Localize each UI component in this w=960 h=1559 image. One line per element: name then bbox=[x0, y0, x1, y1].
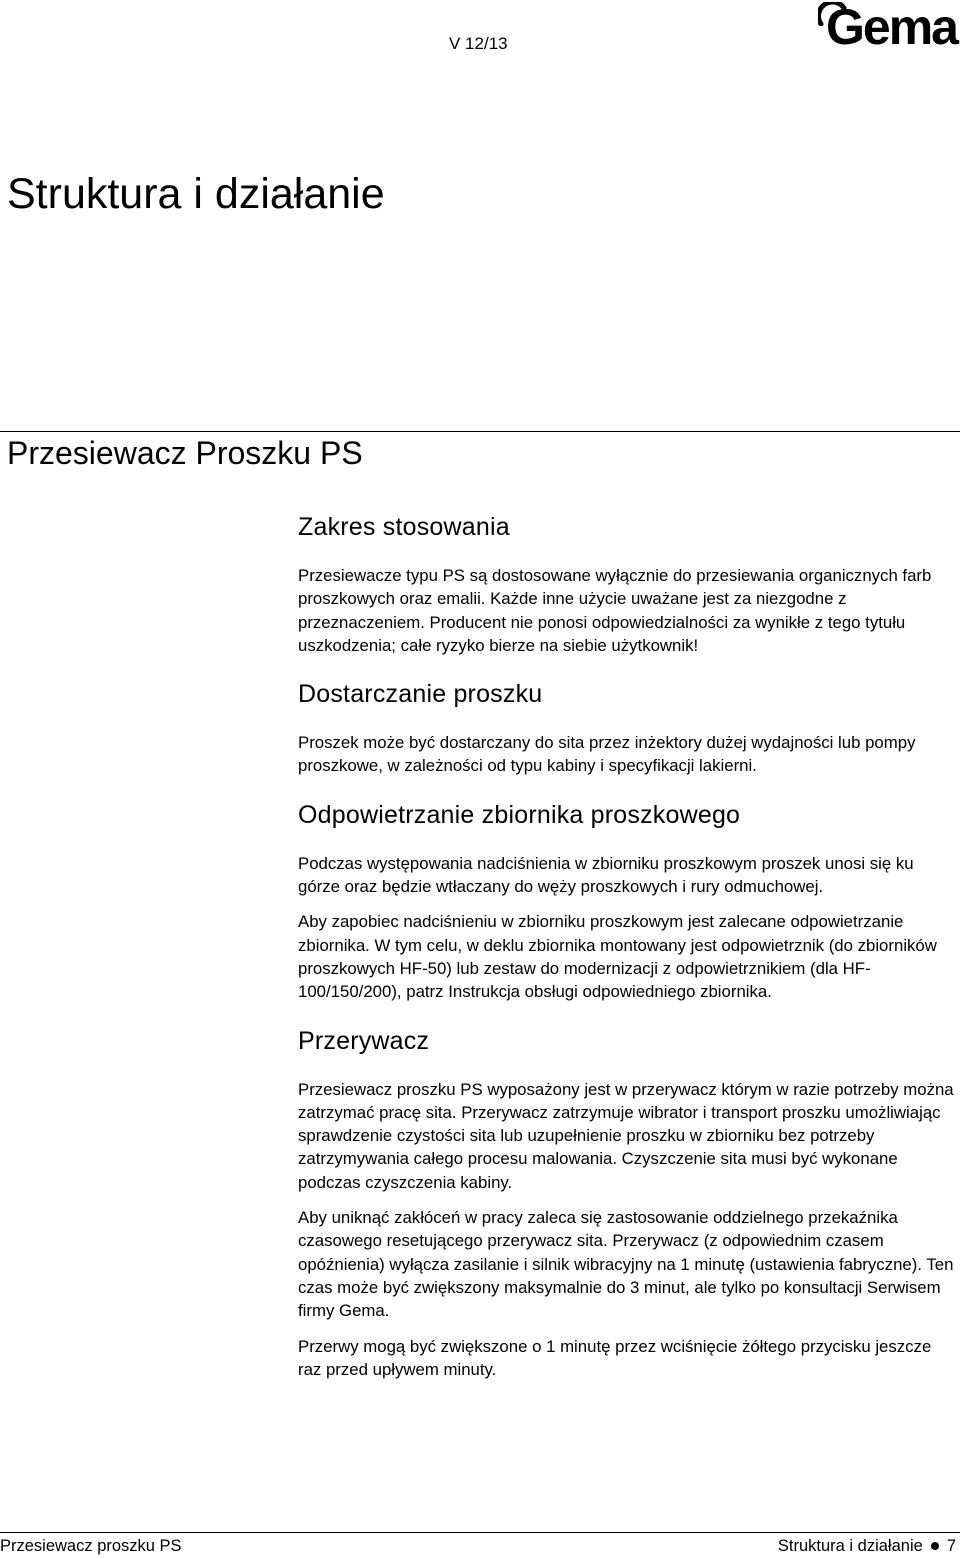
page-number: 7 bbox=[946, 1537, 956, 1555]
chapter-title: Struktura i działanie bbox=[7, 170, 385, 218]
paragraph: Przesiewacz proszku PS wyposażony jest w przerywacz którym w razie potrzeby można zatrzymać pracę sita. Przerywacz zatrzymuje wibrator i transport proszku umożliwiając sprawdzenie czystości sita lub uzupełnienie proszku w zbiorniku bez potrzeby zatrzymywania całego procesu malowania. Czyszczenie sita musi być wykonane podczas czyszczenia kabiny. bbox=[298, 1079, 954, 1192]
section-divider bbox=[0, 431, 960, 432]
gema-logo bbox=[818, 2, 958, 54]
paragraph: Aby zapobiec nadciśnieniu w zbiorniku proszkowym jest zalecane odpowietrzanie zbiornika. W tym celu, w deklu zbiornika montowany jest odpowietrznik (do zbiorników proszkowych HF-50) lub zestaw do modernizacji z odpowietrznikiem (dla HF-100/150/200), patrz Instrukcja obsługi odpowiedniego zbiornika. bbox=[298, 912, 937, 1002]
paragraph: Przerwy mogą być zwiększone o 1 minutę przez wciśnięcie żółtego przycisku jeszcze raz przed upływem minuty. bbox=[298, 1336, 932, 1379]
document-version: V 12/13 bbox=[449, 34, 508, 53]
subsection-application-scope bbox=[298, 513, 958, 657]
bullet-icon bbox=[931, 1542, 939, 1550]
main-content bbox=[298, 513, 958, 1404]
paragraph: Podczas występowania nadciśnienia w zbiorniku proszkowym proszek unosi się ku górze oraz będzie wtłaczany do węży proszkowych i rury odmuchowej. bbox=[298, 853, 914, 897]
paragraph: Przesiewacze typu PS są dostosowane wyłącznie do przesiewania organicznych farb proszkowych oraz emalii. Każde inne użycie uważane jest za niezgodne z przeznaczeniem. Producent nie ponosi odpowiedzialności za wynikłe z tego tytułu uszkodzenia; całe ryzyko bierze na siebie użytkownik! bbox=[298, 566, 932, 655]
subsection-hopper-venting bbox=[298, 801, 958, 1004]
logo-wordmark: Gema bbox=[826, 0, 957, 55]
footer-document-name: Przesiewacz proszku PS bbox=[0, 1537, 182, 1555]
footer-chapter-name: Struktura i działanie bbox=[777, 1537, 923, 1555]
section-title: Przesiewacz Proszku PS bbox=[7, 435, 363, 471]
subsection-powder-supply bbox=[298, 680, 958, 778]
paragraph: Proszek może być dostarczany do sita przez inżektory dużej wydajności lub pompy proszkowe, w zależności od typu kabiny i specyfikacji lakierni. bbox=[298, 733, 916, 776]
subsection-heading: Odpowietrzanie zbiornika proszkowego bbox=[298, 800, 741, 829]
footer-divider bbox=[0, 1532, 960, 1533]
subsection-heading: Przerywacz bbox=[298, 1026, 430, 1055]
subsection-heading: Zakres stosowania bbox=[298, 513, 510, 541]
subsection-heading: Dostarczanie proszku bbox=[298, 680, 543, 709]
subsection-interrupter bbox=[298, 1027, 958, 1382]
footer-page-info bbox=[778, 1537, 956, 1556]
paragraph: Aby uniknąć zakłóceń w pracy zaleca się zastosowanie oddzielnego przekaźnika czasowego resetującego przerywacz sita. Przerywacz (z odpowiednim czasem opóźnienia) wyłącza zasilanie i silnik wibracyjny na 1 minutę (ustawienia fabryczne). Ten czas może być zwiększony maksymalnie do 3 minut, ale tylko po konsultacji Serwisem firmy Gema. bbox=[298, 1208, 954, 1321]
